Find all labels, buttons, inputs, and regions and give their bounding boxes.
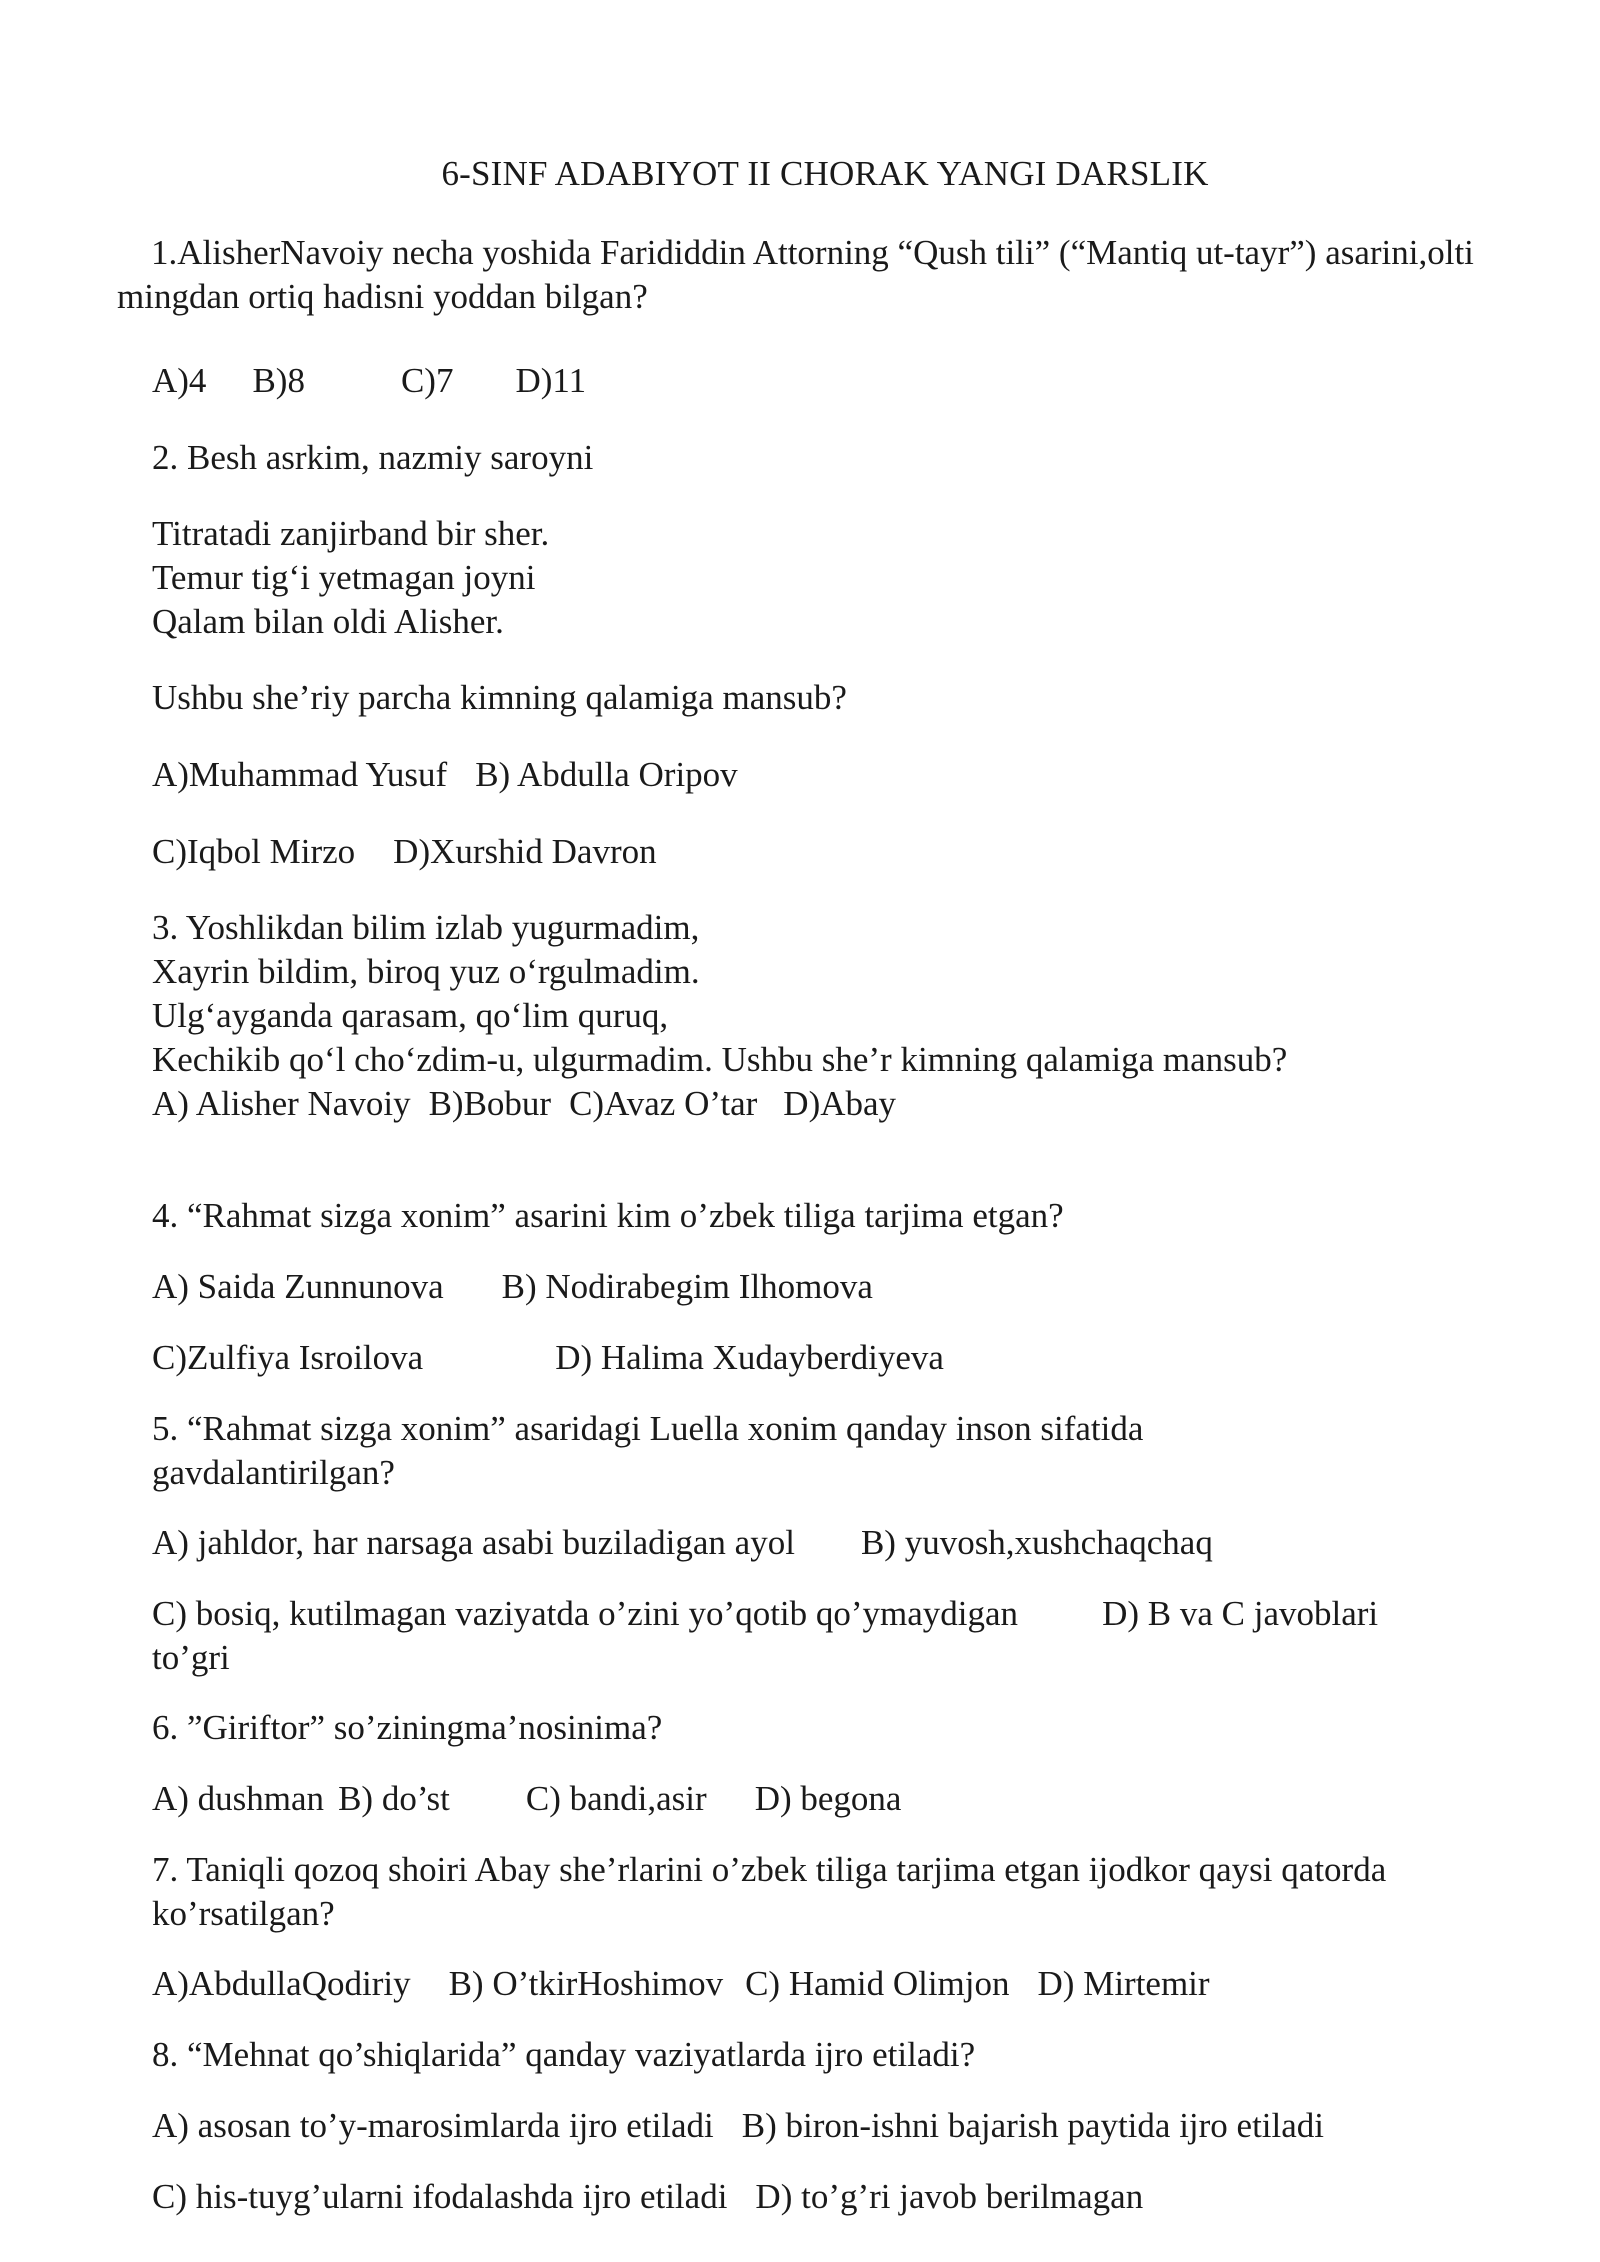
page-title: 6-SINF ADABIYOT II CHORAK YANGI DARSLIK: [441, 154, 1209, 193]
question-6-option-c: C) bandi,asir: [525, 1779, 707, 1818]
question-line: 5. “Rahmat sizga xonim” asaridagi Luella xonim qanday inson sifatida: [152, 1409, 1144, 1448]
question-2-text: 2. Besh asrkim, nazmiy saroyni: [152, 438, 594, 477]
question-8-option-b: B) biron-ishni bajarish paytida ijro etiladi: [741, 2106, 1325, 2145]
question-2-verse: [152, 512, 1492, 644]
question-2-option-b: B) Abdulla Oripov: [475, 755, 738, 794]
question-1-option-d: D)11: [515, 361, 587, 400]
verse-line: Temur tig‘i yetmagan joyni: [152, 558, 536, 597]
question-4-option-d: D) Halima Xudayberdiyeva: [555, 1338, 944, 1377]
question-3-text: [152, 906, 1492, 1126]
question-6-text: 6. ”Giriftor” so’ziningma’nosinima?: [152, 1708, 663, 1747]
question-6-option-a: A) dushman: [152, 1779, 325, 1818]
question-5-options-cd-line: [152, 1592, 1492, 1636]
question-3-options: [152, 1082, 1492, 1126]
question-4-options-ab: [152, 1265, 1492, 1309]
question-line: 3. Yoshlikdan bilim izlab yugurmadim,: [152, 908, 700, 947]
question-5-option-b: B) yuvosh,xushchaqchaq: [860, 1523, 1213, 1562]
question-line: Kechikib qo‘l cho‘zdim-u, ulgurmadim. Ushbu she’r kimning qalamiga mansub?: [152, 1040, 1288, 1079]
question-4-options-cd: [152, 1336, 1492, 1380]
question-5-options-ab: [152, 1521, 1492, 1565]
question-2-options-ab: [152, 753, 1492, 797]
question-7-option-c: C) Hamid Olimjon: [745, 1964, 1010, 2003]
question-5-option-d-continuation: to’gri: [152, 1638, 230, 1677]
question-2-options-cd: [152, 830, 1492, 874]
question-5-option-a: A) jahldor, har narsaga asabi buziladigan ayol: [152, 1523, 795, 1562]
question-line: gavdalantirilgan?: [152, 1453, 395, 1492]
question-8-options-cd: [152, 2175, 1492, 2219]
question-1-option-b: B)8: [252, 361, 305, 400]
question-3-option-a: A) Alisher Navoiy: [152, 1084, 411, 1123]
question-8-option-d: D) to’g’ri javob berilmagan: [755, 2177, 1144, 2216]
question-2-question: Ushbu she’riy parcha kimning qalamiga mansub?: [152, 678, 847, 717]
question-5-option-d: D) B va C javoblari: [1102, 1594, 1379, 1633]
question-4-option-a: A) Saida Zunnunova: [152, 1267, 444, 1306]
question-3-option-d: D)Abay: [783, 1084, 897, 1123]
question-1-option-c: C)7: [400, 361, 454, 400]
question-5-options-cd: [152, 1592, 1492, 1680]
question-2-option-c: C)Iqbol Mirzo: [152, 832, 356, 871]
question-line: ko’rsatilgan?: [152, 1894, 335, 1933]
question-6-option-d: D) begona: [754, 1779, 902, 1818]
question-8-option-a: A) asosan to’y-marosimlarda ijro etiladi: [152, 2106, 714, 2145]
question-7-options: [152, 1962, 1492, 2006]
question-6-option-b: B) do’st: [338, 1779, 450, 1818]
question-7-text: [152, 1848, 1492, 1936]
question-6-options: [152, 1777, 1492, 1821]
question-4-text: 4. “Rahmat sizga xonim” asarini kim o’zbek tiliga tarjima etgan?: [152, 1196, 1064, 1235]
question-2-option-d: D)Xurshid Davron: [393, 832, 657, 871]
question-1-options: [152, 359, 1492, 403]
verse-line: Qalam bilan oldi Alisher.: [152, 602, 504, 641]
question-line: 7. Taniqli qozoq shoiri Abay she’rlarini o’zbek tiliga tarjima etgan ijodkor qaysi qatorda: [152, 1850, 1387, 1889]
question-7-option-b: B) O’tkirHoshimov: [448, 1964, 724, 2003]
question-8-text: 8. “Mehnat qo’shiqlarida” qanday vaziyatlarda ijro etiladi?: [152, 2035, 976, 2074]
question-4-option-c: C)Zulfiya Isroilova: [152, 1338, 424, 1377]
question-2-option-a: A)Muhammad Yusuf: [152, 755, 448, 794]
question-8-option-c: C) his-tuyg’ularni ifodalashda ijro etiladi: [152, 2177, 728, 2216]
question-1-option-a: A)4: [152, 361, 207, 400]
question-7-option-d: D) Mirtemir: [1037, 1964, 1210, 2003]
question-3-option-b: B)Bobur: [428, 1084, 552, 1123]
verse-line: Titratadi zanjirband bir sher.: [152, 514, 550, 553]
question-4-option-b: B) Nodirabegim Ilhomova: [501, 1267, 873, 1306]
question-5-text: [152, 1407, 1492, 1495]
question-8-options-ab: [152, 2104, 1492, 2148]
question-line: Xayrin bildim, biroq yuz o‘rgulmadim.: [152, 952, 700, 991]
question-1-text: 1.AlisherNavoiy necha yoshida Farididdin Attorning “Qush tili” (“Mantiq ut-tayr”) asarini,olti mingdan ortiq hadisni yoddan bilgan?: [117, 233, 1474, 316]
question-7-option-a: A)AbdullaQodiriy: [152, 1964, 411, 2003]
question-line: Ulg‘ayganda qarasam, qo‘lim quruq,: [152, 996, 669, 1035]
question-3-option-c: C)Avaz O’tar: [569, 1084, 758, 1123]
question-5-option-c: C) bosiq, kutilmagan vaziyatda o’zini yo’qotib qo’ymaydigan: [152, 1594, 1019, 1633]
